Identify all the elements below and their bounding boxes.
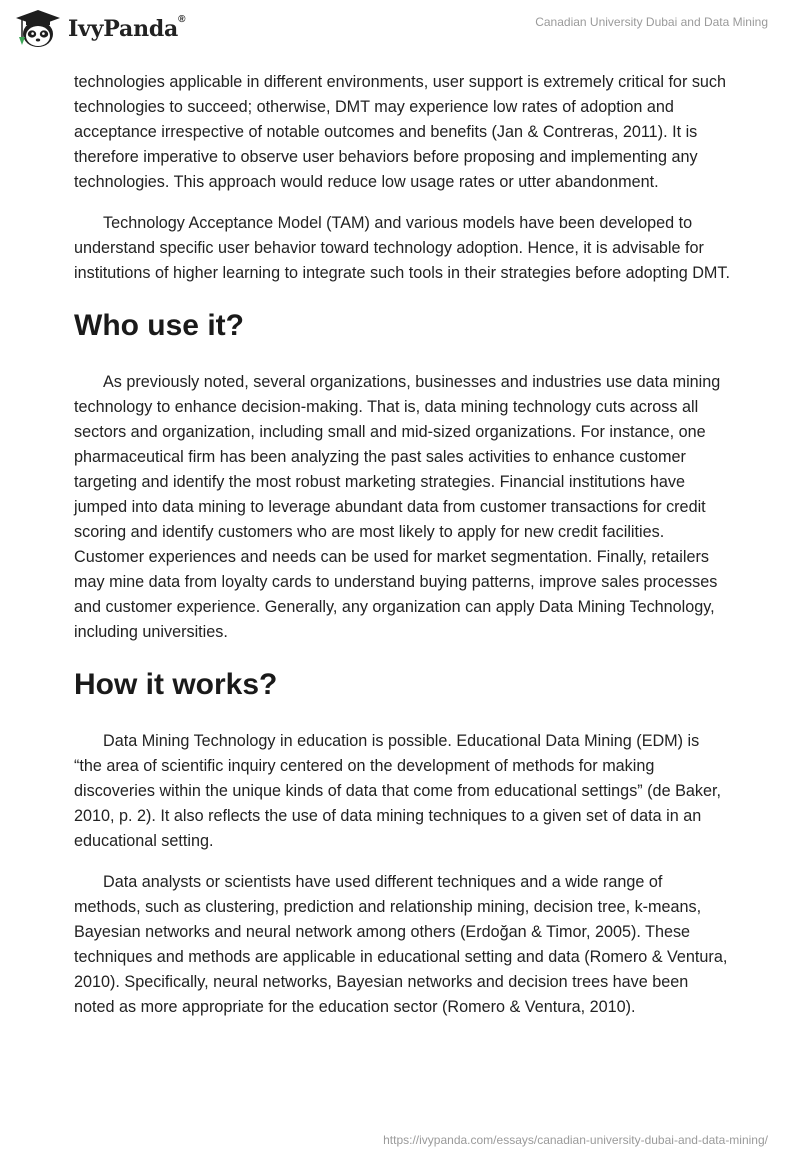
footer-url[interactable]: https://ivypanda.com/essays/canadian-university-dubai-and-data-mining/ [383,1133,768,1147]
paragraph-tam: Technology Acceptance Model (TAM) and various models have been developed to understand specific user behavior toward technology adoption. Hence, it is advisable for institutions of higher learning to integrate such tools in their strategies before adopting DMT. [74,214,730,282]
paragraph-edm: Data Mining Technology in education is possible. Educational Data Mining (EDM) is “the area of scientific inquiry centered on the development of methods for making discoveries within the unique kinds of data that come from educational settings” (de Baker, 2010, p. 2). It also reflects the use of data mining techniques to a given set of data in an educational setting. [74,732,721,850]
registered-mark: ® [178,14,186,25]
document-title: Canadian University Dubai and Data Mining [535,15,768,29]
panda-logo-icon [14,9,62,49]
heading-how-it-works: How it works? [74,668,278,701]
ivypanda-logo[interactable] [14,9,185,49]
page-header [0,0,800,70]
logo-text: IvyPanda® [68,14,186,42]
heading-who-use-it: Who use it? [74,309,244,342]
article-body [74,70,730,1036]
paragraph-who-use-it: As previously noted, several organizations, businesses and industries use data mining technology to enhance decision-making. That is, data mining technology cuts across all sectors and organization, including small and mid-sized organizations. For instance, one pharmaceutical firm has been analyzing the past sales activities to enhance customer targeting and identify the most robust marketing strategies. Financial institutions have jumped into data mining to leverage abundant data from customer transactions for credit scoring and identify customers who are most likely to apply for new credit facilities. Customer experiences and needs can be used for market segmentation. Finally, retailers may mine data from loyalty cards to understand buying patterns, improve sales processes and customer experience. Generally, any organization can apply Data Mining Technology, including universities. [74,373,721,641]
paragraph-techniques: Data analysts or scientists have used different techniques and a wide range of methods, such as clustering, prediction and relationship mining, decision tree, k-means, Bayesian networks and neural network among others (Erdoğan & Timor, 2005). These techniques and methods are applicable in educational setting and data (Romero & Ventura, 2010). Specifically, neural networks, Bayesian networks and decision trees have been noted as more appropriate for the education sector (Romero & Ventura, 2010). [74,873,728,1016]
paragraph-continued: technologies applicable in different environments, user support is extremely critical for such technologies to succeed; otherwise, DMT may experience low rates of adoption and acceptance irrespective of notable outcomes and benefits (Jan & Contreras, 2011). It is therefore imperative to observe user behaviors before proposing and implementing any technologies. This approach would reduce low usage rates or utter abandonment. [74,73,727,191]
